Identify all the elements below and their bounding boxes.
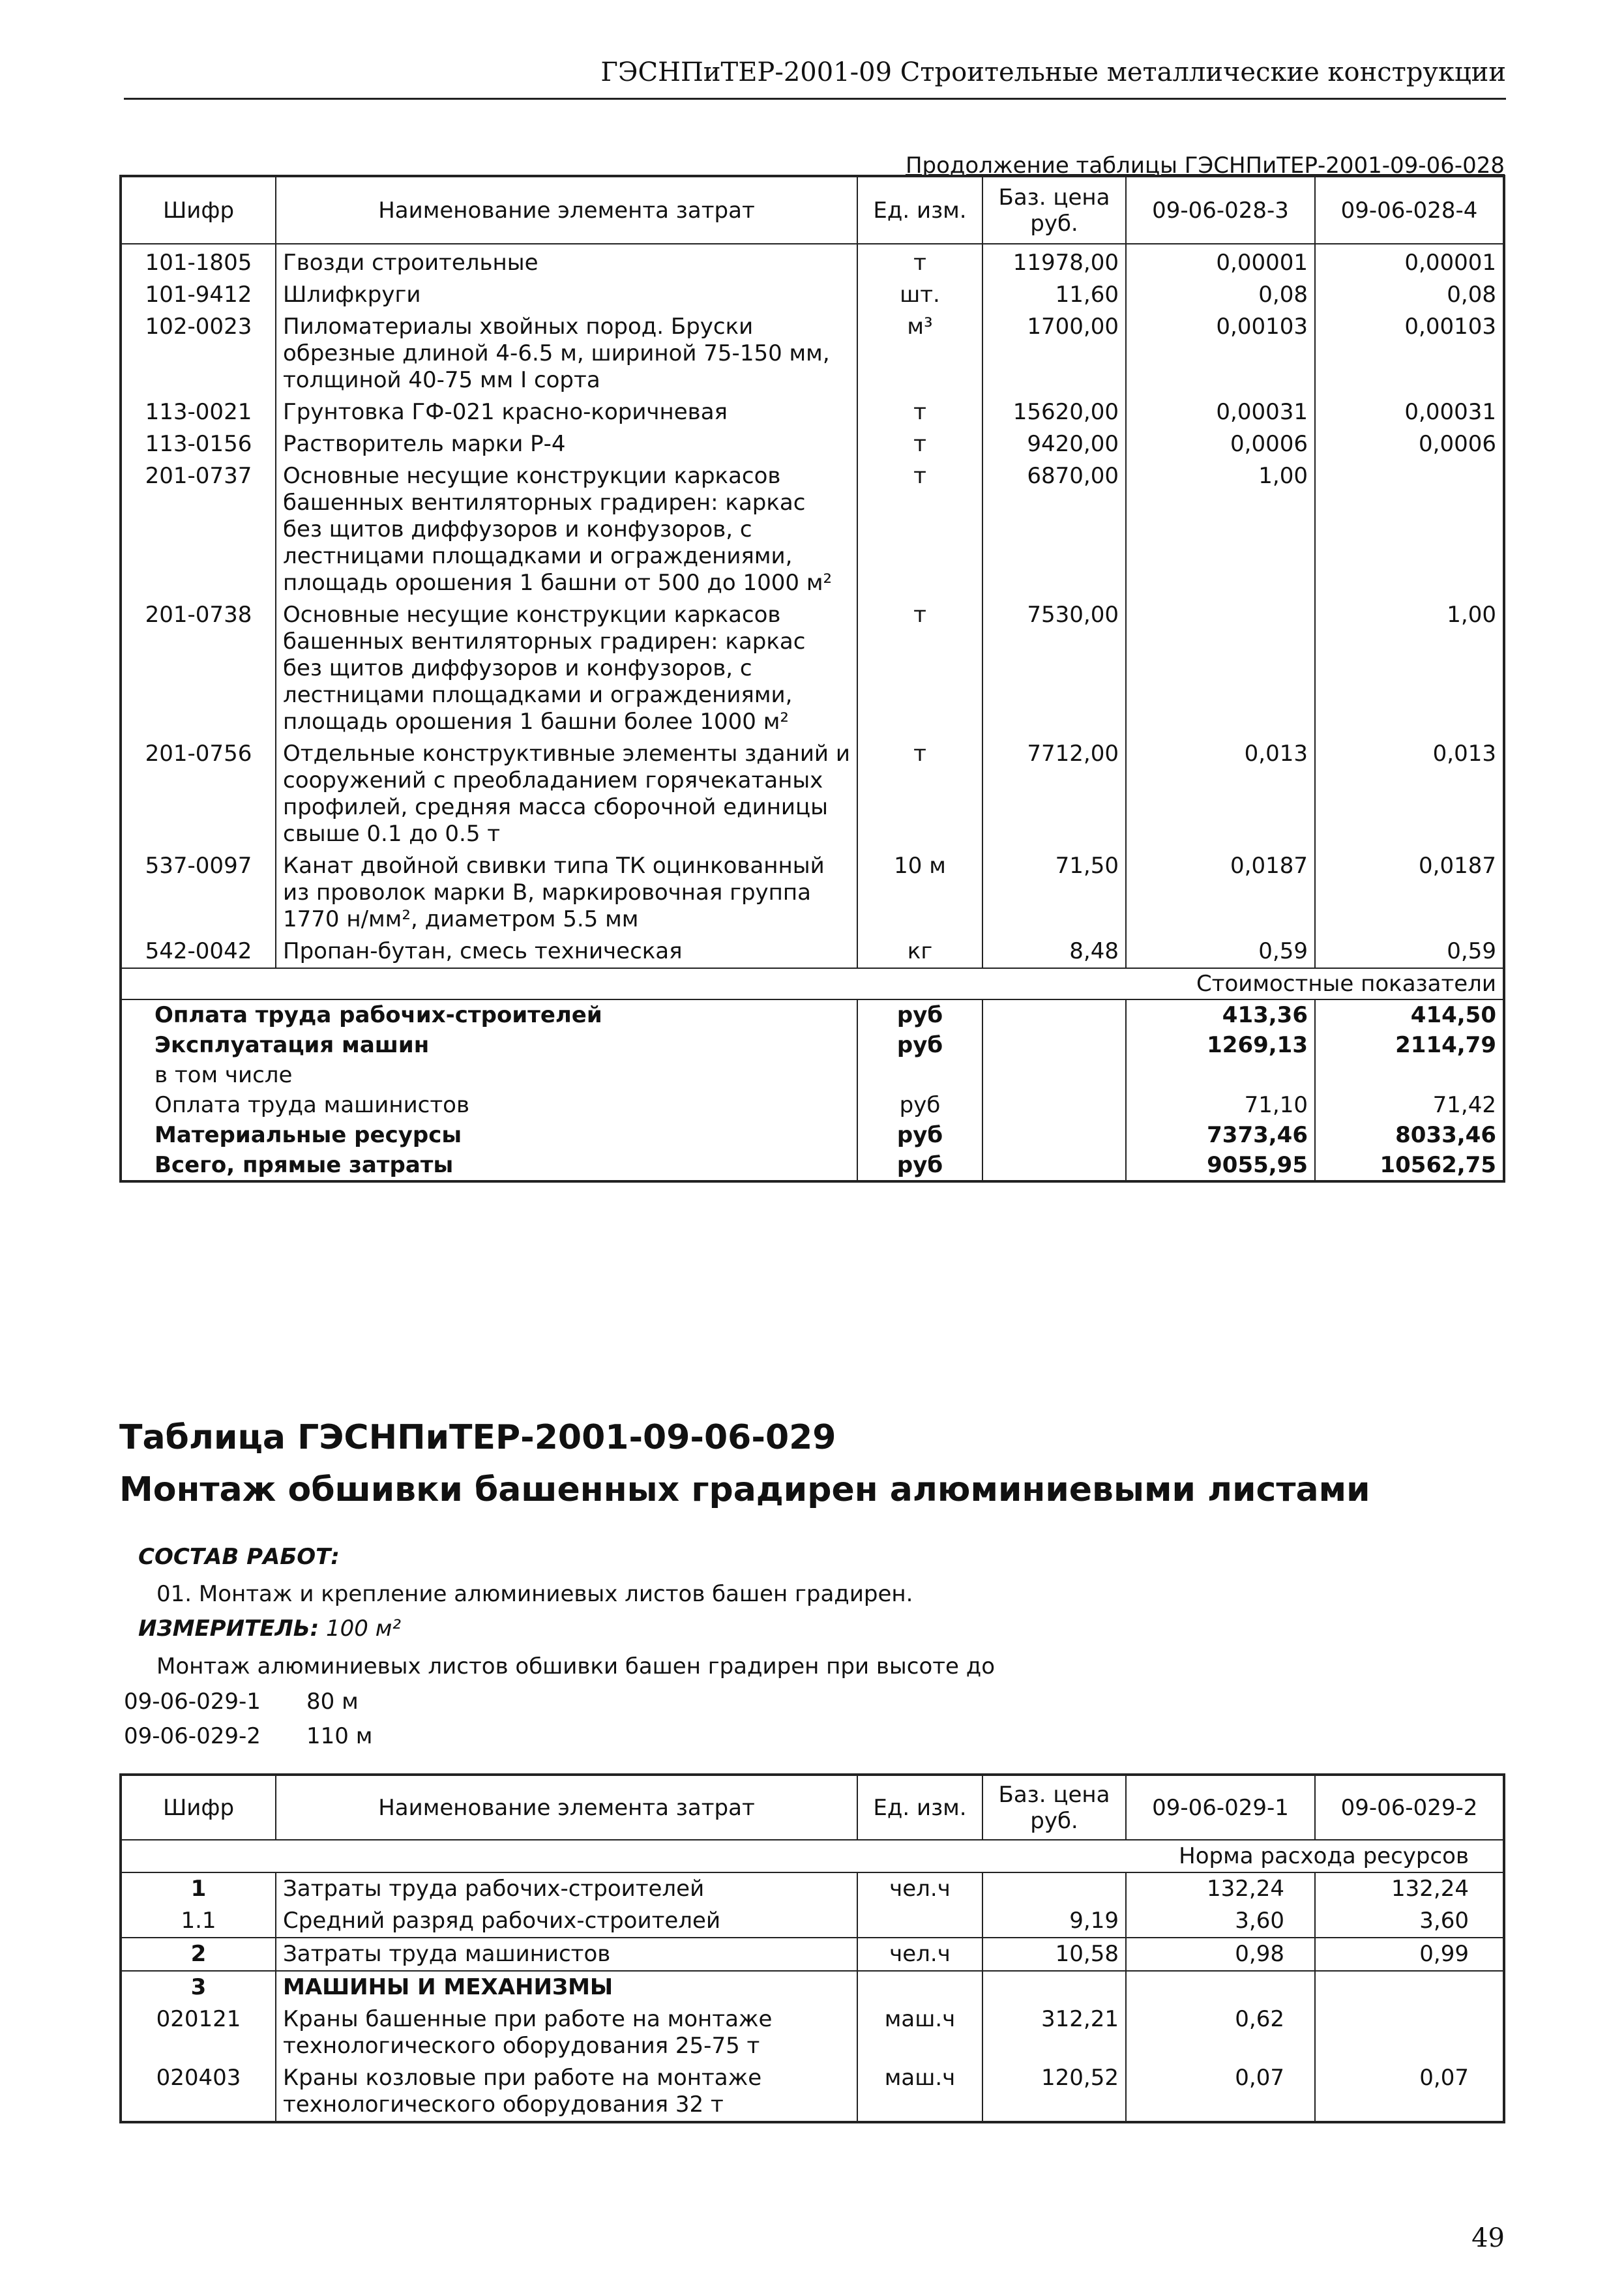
table-body <box>121 1872 1504 2122</box>
cell-unit: т <box>913 463 926 489</box>
cost-price <box>982 1120 1126 1150</box>
header-text: ГЭСНПиТЕР-2001-09 Строительные металлические конструкции <box>600 57 1506 87</box>
page-number: 49 <box>1471 2223 1505 2253</box>
table-row <box>121 460 1504 599</box>
cell-name: Краны козловые при работе на монтаже технологического оборудования 32 т <box>276 2062 857 2122</box>
cell-code: 102-0023 <box>145 314 252 340</box>
cost-label: Эксплуатация машин <box>155 1032 430 1058</box>
cell-v2: 3,60 <box>1419 1908 1469 1934</box>
cell-price: 9,19 <box>982 1905 1126 1938</box>
cost-price <box>982 1090 1126 1120</box>
cell-name: Затраты труда рабочих-строителей <box>276 1872 857 1905</box>
cell-v2 <box>1315 2003 1504 2062</box>
col-header-unit: Ед. изм. <box>857 1775 982 1840</box>
cell-price: 11978,00 <box>982 244 1126 279</box>
cell-unit: м³ <box>907 314 933 340</box>
table-row <box>121 428 1504 460</box>
col-header-code: Шифр <box>121 176 276 244</box>
cell-price: 10,58 <box>982 1938 1126 1971</box>
cell-v2: 0,0187 <box>1419 853 1496 879</box>
col-header-v2: 09-06-029-2 <box>1315 1775 1504 1840</box>
cell-name: Гвозди строительные <box>276 244 857 279</box>
cost-row <box>121 1150 1504 1181</box>
table-row <box>121 1872 1504 1905</box>
cell-code: 1 <box>190 1876 207 1902</box>
cost-v1: 9055,95 <box>1126 1150 1315 1181</box>
cost-unit <box>857 1060 982 1090</box>
cost-price <box>982 1150 1126 1181</box>
cell-v1: 132,24 <box>1126 1872 1315 1905</box>
cell-v1 <box>1126 599 1315 738</box>
cell-unit <box>857 1971 982 2003</box>
cost-v1: 1269,13 <box>1126 1030 1315 1060</box>
cell-unit: кг <box>907 938 933 964</box>
cost-header: Стоимостные показатели <box>121 968 1504 999</box>
cell-unit: т <box>913 602 926 628</box>
meter-value: 100 м² <box>326 1616 402 1642</box>
table-subtitle: Монтаж обшивки башенных градирен алюминиевыми листами <box>119 1470 1370 1509</box>
cell-v2: 0,013 <box>1432 741 1496 767</box>
running-header <box>124 46 1506 100</box>
cost-v2: 71,42 <box>1432 1092 1496 1118</box>
cell-code: 201-0737 <box>145 463 252 489</box>
table-continuation-label: Продолжение таблицы ГЭСНПиТЕР-2001-09-06-028 <box>905 153 1505 179</box>
description: Монтаж алюминиевых листов обшивки башен градирен при высоте до <box>156 1653 996 1679</box>
cell-code: 2 <box>121 1938 276 1971</box>
col-header-price: Баз. цена руб. <box>982 1775 1126 1840</box>
cell-code: 113-0021 <box>145 399 252 425</box>
cell-price: 71,50 <box>982 850 1126 936</box>
table-row <box>121 1938 1504 1971</box>
cell-name: Пропан-бутан, смесь техническая <box>276 936 857 968</box>
cost-v2: 414,50 <box>1315 999 1504 1030</box>
cell-v1: 0,00031 <box>1126 396 1315 428</box>
table-header-row <box>121 1775 1504 1840</box>
cell-v1: 0,98 <box>1126 1938 1315 1971</box>
table-row <box>121 738 1504 850</box>
cell-v1: 0,013 <box>1126 738 1315 850</box>
cell-price: 6870,00 <box>982 460 1126 599</box>
cost-v1 <box>1126 1060 1315 1090</box>
cell-price: 7712,00 <box>982 738 1126 850</box>
cost-row <box>121 999 1504 1030</box>
cell-v1: 0,62 <box>1126 2003 1315 2062</box>
table-header-row <box>121 176 1504 244</box>
table-row <box>121 1971 1504 2003</box>
cell-v2: 0,99 <box>1315 1938 1504 1971</box>
cell-price: 7530,00 <box>982 599 1126 738</box>
cost-row <box>121 1090 1504 1120</box>
cell-v1: 3,60 <box>1126 1905 1315 1938</box>
cell-code: 3 <box>121 1971 276 2003</box>
norm-header: Норма расхода ресурсов <box>121 1840 1504 1872</box>
variant-value-2: 110 м <box>306 1723 373 1749</box>
cell-name: МАШИНЫ И МЕХАНИЗМЫ <box>276 1971 857 2003</box>
cell-name: Затраты труда машинистов <box>276 1938 857 1971</box>
table-row <box>121 2003 1504 2062</box>
cell-name: Средний разряд рабочих-строителей <box>276 1905 857 1938</box>
table-row <box>121 311 1504 396</box>
resource-table-028 <box>119 175 1505 1183</box>
cell-v2: 0,08 <box>1447 282 1496 308</box>
cost-v2: 2114,79 <box>1395 1032 1496 1058</box>
work-composition-label: СОСТАВ РАБОТ: <box>138 1544 340 1570</box>
cell-code: 201-0738 <box>145 602 252 628</box>
cell-v2: 0,00103 <box>1404 314 1496 340</box>
cell-v1: 0,07 <box>1126 2062 1315 2122</box>
variant-value-1: 80 м <box>306 1689 359 1715</box>
cost-v1: 413,36 <box>1126 999 1315 1030</box>
cell-code: 201-0756 <box>145 741 252 767</box>
cell-name: Грунтовка ГФ-021 красно-коричневая <box>276 396 857 428</box>
cost-section <box>121 968 1504 999</box>
cell-v2: 0,59 <box>1447 938 1496 964</box>
col-header-v2: 09-06-028-4 <box>1315 176 1504 244</box>
cell-v1: 0,59 <box>1126 936 1315 968</box>
norm-header-row <box>121 1840 1504 1872</box>
cell-v1: 0,00001 <box>1126 244 1315 279</box>
cell-price: 1700,00 <box>982 311 1126 396</box>
cell-name: Шлифкруги <box>276 279 857 311</box>
cell-v2: 0,0006 <box>1419 431 1496 457</box>
cost-unit: руб <box>857 1120 982 1150</box>
cell-code: 101-9412 <box>145 282 252 308</box>
cell-name: Основные несущие конструкции каркасов башенных вентиляторных градирен: каркас без щитов диффузоров и конфузоров, с лестницами площадками и ограждениями, площадь орошения 1 башни более 1000 м² <box>276 599 857 738</box>
cell-price: 8,48 <box>982 936 1126 968</box>
cell-v1: 1,00 <box>1126 460 1315 599</box>
cost-header-row <box>121 968 1504 999</box>
cost-label: Оплата труда рабочих-строителей <box>121 999 857 1030</box>
cell-code: 113-0156 <box>145 431 252 457</box>
cell-name: Растворитель марки Р-4 <box>276 428 857 460</box>
cell-unit: т <box>913 399 926 425</box>
meter-label: ИЗМЕРИТЕЛЬ: <box>138 1616 319 1642</box>
cell-code: 537-0097 <box>145 853 252 879</box>
cost-label: Материальные ресурсы <box>155 1122 462 1148</box>
cell-code: 1.1 <box>181 1908 216 1934</box>
col-header-price: Баз. цена руб. <box>982 176 1126 244</box>
cost-v2: 8033,46 <box>1395 1122 1496 1148</box>
col-header-v1: 09-06-028-3 <box>1126 176 1315 244</box>
cost-v1: 71,10 <box>1126 1090 1315 1120</box>
cell-price: 11,60 <box>982 279 1126 311</box>
cell-v2 <box>1315 460 1504 599</box>
cost-row <box>121 1120 1504 1150</box>
table-row <box>121 599 1504 738</box>
col-header-name: Наименование элемента затрат <box>276 176 857 244</box>
cost-unit: руб <box>857 999 982 1030</box>
col-header-unit: Ед. изм. <box>857 176 982 244</box>
cell-unit: т <box>913 250 926 276</box>
table-body <box>121 244 1504 968</box>
cell-unit <box>857 1905 982 1938</box>
cell-v1: 0,0006 <box>1126 428 1315 460</box>
cost-label: Оплата труда машинистов <box>155 1092 470 1118</box>
cell-price: 9420,00 <box>982 428 1126 460</box>
cell-price <box>982 1971 1126 2003</box>
cell-v1: 0,0187 <box>1126 850 1315 936</box>
cell-v2: 132,24 <box>1391 1876 1469 1902</box>
table-row <box>121 1905 1504 1938</box>
cell-name: Основные несущие конструкции каркасов башенных вентиляторных градирен: каркас без щитов диффузоров и конфузоров, с лестницами площадками и ограждениями, площадь орошения 1 башни от 500 до 1000 м² <box>276 460 857 599</box>
cost-row <box>121 1060 1504 1090</box>
cell-unit: чел.ч <box>889 1876 951 1902</box>
cost-label: Всего, прямые затраты <box>155 1152 454 1178</box>
variant-code-2: 09-06-029-2 <box>124 1723 261 1749</box>
cost-price <box>982 1060 1126 1090</box>
cell-price: 15620,00 <box>982 396 1126 428</box>
cost-v1: 7373,46 <box>1126 1120 1315 1150</box>
col-header-code: Шифр <box>121 1775 276 1840</box>
cell-unit: чел.ч <box>857 1938 982 1971</box>
cost-unit: руб <box>857 1090 982 1120</box>
col-header-name: Наименование элемента затрат <box>276 1775 857 1840</box>
work-item: 01. Монтаж и крепление алюминиевых листов башен градирен. <box>156 1581 913 1607</box>
cost-label: в том числе <box>155 1062 293 1088</box>
cost-unit: руб <box>857 1030 982 1060</box>
cell-unit: т <box>913 431 926 457</box>
cell-v2: 1,00 <box>1447 602 1496 628</box>
cell-v1: 0,08 <box>1126 279 1315 311</box>
cell-v2: 0,00031 <box>1404 399 1496 425</box>
cell-v1 <box>1126 1971 1315 2003</box>
cell-code: 020121 <box>156 2006 241 2032</box>
table-row <box>121 850 1504 936</box>
cell-name: Пиломатериалы хвойных пород. Бруски обрезные длиной 4-6.5 м, шириной 75-150 мм, толщиной 40-75 мм I сорта <box>276 311 857 396</box>
cell-price <box>982 1872 1126 1905</box>
cell-unit: 10 м <box>894 853 946 879</box>
table-row <box>121 2062 1504 2122</box>
cost-v2: 10562,75 <box>1380 1152 1496 1178</box>
cell-unit: маш.ч <box>884 2065 956 2091</box>
cell-v2: 0,07 <box>1419 2065 1469 2091</box>
cost-unit: руб <box>857 1150 982 1181</box>
table-row <box>121 396 1504 428</box>
cost-row <box>121 1030 1504 1060</box>
cell-v2: 0,00001 <box>1404 250 1496 276</box>
cell-code: 020403 <box>156 2065 241 2091</box>
cell-unit: шт. <box>900 282 940 308</box>
cell-unit: маш.ч <box>884 2006 956 2032</box>
cell-unit: т <box>913 741 926 767</box>
cell-price: 312,21 <box>982 2003 1126 2062</box>
meter-line <box>138 1616 401 1642</box>
table-row <box>121 279 1504 311</box>
cell-price: 120,52 <box>982 2062 1126 2122</box>
cell-name: Краны башенные при работе на монтаже технологического оборудования 25-75 т <box>276 2003 857 2062</box>
variant-code-1: 09-06-029-1 <box>124 1689 261 1715</box>
table-row <box>121 244 1504 279</box>
cost-price <box>982 1030 1126 1060</box>
cell-code: 101-1805 <box>145 250 252 276</box>
cell-v1: 0,00103 <box>1126 311 1315 396</box>
cost-v2 <box>1315 1060 1504 1090</box>
cell-v2 <box>1315 1971 1504 2003</box>
col-header-v1: 09-06-029-1 <box>1126 1775 1315 1840</box>
cost-price <box>982 999 1126 1030</box>
cost-body <box>121 999 1504 1181</box>
table-title: Таблица ГЭСНПиТЕР-2001-09-06-029 <box>119 1418 836 1457</box>
table-row <box>121 936 1504 968</box>
cell-name: Отдельные конструктивные элементы зданий и сооружений с преобладанием горячекатаных профилей, средняя масса сборочной единицы свыше 0.1 до 0.5 т <box>276 738 857 850</box>
cell-name: Канат двойной свивки типа ТК оцинкованный из проволок марки В, маркировочная группа 1770 н/мм², диаметром 5.5 мм <box>276 850 857 936</box>
cell-code: 542-0042 <box>145 938 252 964</box>
resource-table-029 <box>119 1773 1505 2123</box>
